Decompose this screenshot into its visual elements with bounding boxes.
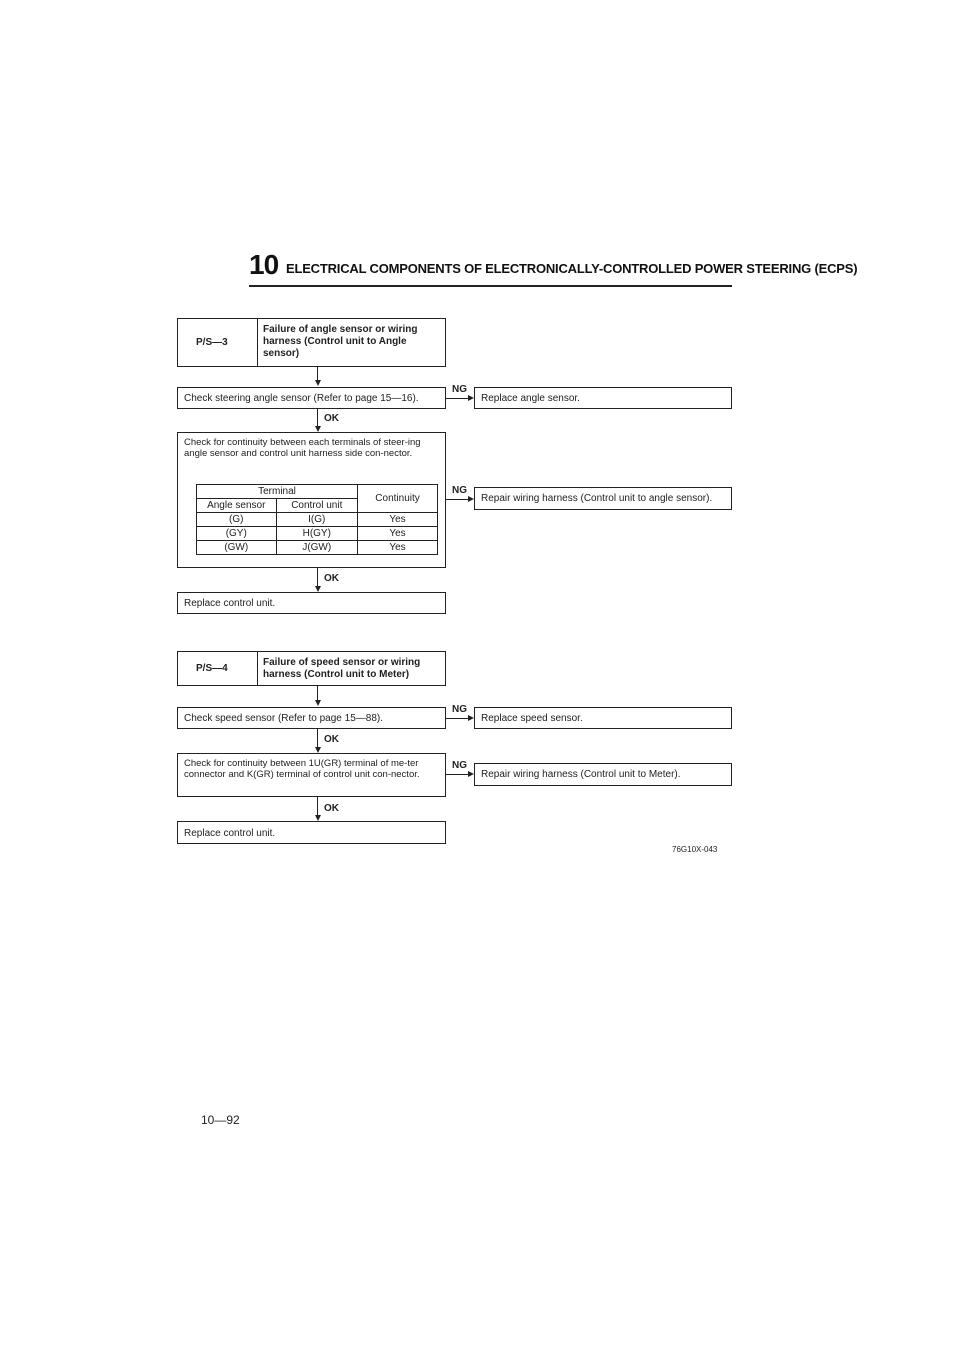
ps4-step2-text: Check for continuity between 1U(GR) terminal of me-ter connector and K(GR) terminal of control unit con-nector. xyxy=(184,758,420,780)
ps4-step1-ng-text: Replace speed sensor. xyxy=(481,713,583,724)
ps4-title: Failure of speed sensor or wiring harness (Control unit to Meter) xyxy=(263,657,421,680)
ps3-step1-ng-text: Replace angle sensor. xyxy=(481,393,580,404)
ps4-step1-ng-box xyxy=(474,707,732,729)
ps3-step2-ng-box xyxy=(474,487,732,510)
table-cell-control-unit: I(G) xyxy=(276,513,358,527)
table-cell-angle-sensor: (GW) xyxy=(197,541,277,555)
table-subheader-control-unit: Control unit xyxy=(276,499,358,513)
table-header-terminal: Terminal xyxy=(197,485,358,499)
ps3-step1-box xyxy=(177,387,446,409)
ps4-step2-ng-text: Repair wiring harness (Control unit to Meter). xyxy=(481,769,681,780)
continuity-table xyxy=(196,484,438,555)
ps3-step1-ng-line xyxy=(446,398,468,399)
ps3-code: P/S—3 xyxy=(196,337,228,348)
ps4-connector xyxy=(317,686,318,701)
ps4-step2-box xyxy=(177,753,446,797)
ps3-step3-text: Replace control unit. xyxy=(184,598,276,609)
table-row xyxy=(197,527,438,541)
ps3-ok1-connector xyxy=(317,409,318,427)
table-cell-control-unit: J(GW) xyxy=(276,541,358,555)
table-subheader-angle-sensor: Angle sensor xyxy=(197,499,277,513)
ps4-step3-text: Replace control unit. xyxy=(184,828,276,839)
ps3-step1-ng-label: NG xyxy=(452,384,467,395)
header-rule xyxy=(249,285,732,287)
ps3-step2-box xyxy=(177,432,446,568)
ps3-ok2-connector xyxy=(317,568,318,587)
ps4-step3-box xyxy=(177,821,446,844)
ps4-code: P/S—4 xyxy=(196,663,228,674)
page-title: ELECTRICAL COMPONENTS OF ELECTRONICALLY-CONTROLLED POWER STEERING (ECPS) xyxy=(286,261,858,276)
page-number: 10—92 xyxy=(201,1113,240,1127)
ps4-step1-text: Check speed sensor (Refer to page 15—88). xyxy=(184,713,383,724)
table-cell-angle-sensor: (G) xyxy=(197,513,277,527)
ps4-step1-ng-label: NG xyxy=(452,704,467,715)
ps3-step2-ng-line xyxy=(446,499,468,500)
ps4-step2-ng-line xyxy=(446,774,468,775)
ps3-step2-text: Check for continuity between each terminals of steer-ing angle sensor and control unit harness side con-nector. xyxy=(184,437,421,459)
ps4-step2-ng-label: NG xyxy=(452,760,467,771)
ps3-step1-text: Check steering angle sensor (Refer to page 15—16). xyxy=(184,393,419,404)
table-row xyxy=(197,513,438,527)
ps4-ok1-label: OK xyxy=(324,734,339,745)
ps3-title-divider xyxy=(257,318,258,367)
ps4-step2-ng-box xyxy=(474,763,732,786)
ps4-ok2-label: OK xyxy=(324,803,339,814)
figure-code: 76G10X-043 xyxy=(672,845,718,854)
ps4-step1-box xyxy=(177,707,446,729)
ps3-arrow xyxy=(315,380,321,386)
table-cell-continuity: Yes xyxy=(358,527,438,541)
ps3-step3-box xyxy=(177,592,446,614)
ps4-title-box xyxy=(177,651,446,686)
ps4-ok1-connector xyxy=(317,729,318,748)
ps3-title-box xyxy=(177,318,446,367)
ps4-step1-ng-line xyxy=(446,718,468,719)
table-cell-continuity: Yes xyxy=(358,541,438,555)
ps4-ok2-connector xyxy=(317,797,318,816)
ps3-step1-ng-box xyxy=(474,387,732,409)
section-number: 10 xyxy=(249,249,279,280)
ps3-title: Failure of angle sensor or wiring harness (Control unit to Angle sensor) xyxy=(263,324,418,359)
table-cell-continuity: Yes xyxy=(358,513,438,527)
table-cell-angle-sensor: (GY) xyxy=(197,527,277,541)
ps3-step2-ng-label: NG xyxy=(452,485,467,496)
ps3-step2-ng-text: Repair wiring harness (Control unit to angle sensor). xyxy=(481,493,713,504)
table-cell-control-unit: H(GY) xyxy=(276,527,358,541)
table-header-continuity: Continuity xyxy=(358,485,438,513)
table-row xyxy=(197,541,438,555)
ps3-ok2-label: OK xyxy=(324,573,339,584)
ps4-arrow xyxy=(315,700,321,706)
ps3-ok1-label: OK xyxy=(324,413,339,424)
ps4-title-divider xyxy=(257,651,258,686)
